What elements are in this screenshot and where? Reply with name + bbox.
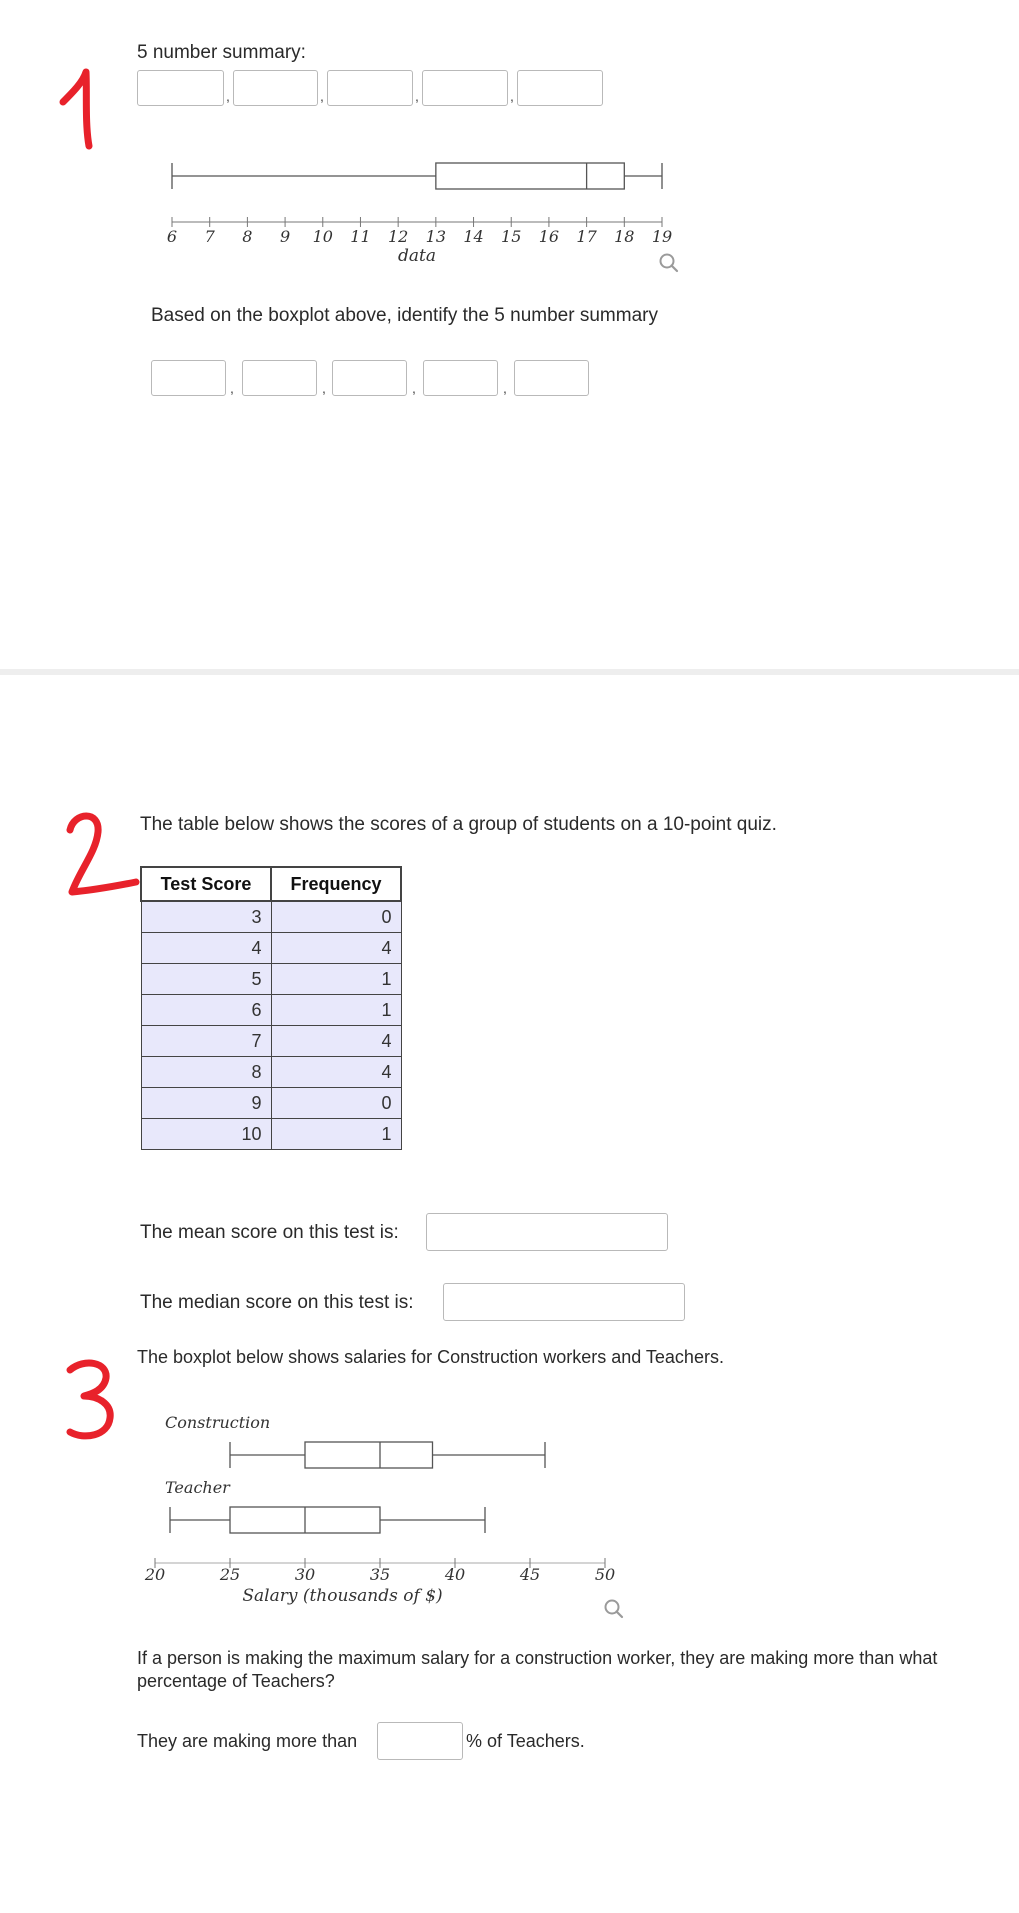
- tick-label: 35: [369, 1565, 391, 1584]
- tick-label: 9: [279, 227, 291, 246]
- frequency-cell: 4: [271, 1057, 401, 1088]
- frequency-cell: 1: [271, 964, 401, 995]
- comma: ,: [503, 380, 507, 396]
- frequency-cell: 4: [271, 1026, 401, 1057]
- frequency-cell: 1: [271, 995, 401, 1026]
- q2-intro: The table below shows the scores of a group of students on a 10-point quiz.: [140, 814, 777, 835]
- table-row: [141, 1119, 401, 1150]
- test-score-cell: 6: [141, 995, 271, 1026]
- median-label: The median score on this test is:: [140, 1292, 414, 1313]
- tick-label: 16: [538, 227, 560, 246]
- tick-label: 45: [519, 1565, 541, 1584]
- tick-label: 11: [350, 227, 371, 246]
- handwritten-number-1: [55, 64, 100, 159]
- percentage-input[interactable]: [377, 1722, 463, 1760]
- comma: ,: [226, 88, 230, 104]
- x-axis-label: data: [398, 246, 436, 266]
- tick-label: 17: [576, 227, 597, 246]
- table-row: [141, 1088, 401, 1119]
- summary-input-5[interactable]: [517, 70, 603, 106]
- tick-label: 15: [501, 227, 522, 246]
- comma: ,: [412, 380, 416, 396]
- answer-suffix: % of Teachers.: [466, 1731, 585, 1751]
- median-input[interactable]: [443, 1283, 685, 1321]
- iqr-box: [436, 163, 624, 189]
- table-row: [141, 995, 401, 1026]
- five-number-summary-label: 5 number summary:: [137, 42, 306, 63]
- answer-input-2[interactable]: [242, 360, 317, 396]
- tick-label: 14: [463, 227, 484, 246]
- x-axis-label: Salary (thousands of $): [242, 1586, 443, 1606]
- frequency-table: [140, 866, 402, 1150]
- summary-input-4[interactable]: [422, 70, 508, 106]
- answer-input-5[interactable]: [514, 360, 589, 396]
- header-frequency: Frequency: [271, 867, 401, 901]
- answer-input-1[interactable]: [151, 360, 226, 396]
- magnifier-icon[interactable]: [603, 1598, 625, 1625]
- test-score-cell: 8: [141, 1057, 271, 1088]
- comma: ,: [510, 88, 514, 104]
- comma: ,: [322, 380, 326, 396]
- test-score-cell: 3: [141, 901, 271, 933]
- boxplot-salaries: [130, 1405, 650, 1615]
- boxplot-data: [150, 150, 690, 280]
- tick-label: 20: [144, 1565, 166, 1584]
- table-row: [141, 1057, 401, 1088]
- mean-label: The mean score on this test is:: [140, 1222, 399, 1243]
- tick-label: 25: [219, 1565, 241, 1584]
- tick-label: 10: [312, 227, 333, 246]
- table-row: [141, 1026, 401, 1057]
- table-row: [141, 933, 401, 964]
- tick-label: 12: [387, 227, 409, 246]
- comma: ,: [230, 380, 234, 396]
- tick-label: 30: [294, 1565, 316, 1584]
- q3-intro: The boxplot below shows salaries for Construction workers and Teachers.: [137, 1347, 724, 1367]
- magnifier-icon[interactable]: [658, 252, 680, 279]
- table-row: [141, 901, 401, 933]
- frequency-cell: 0: [271, 1088, 401, 1119]
- summary-input-2[interactable]: [233, 70, 318, 106]
- handwritten-number-2: [60, 808, 140, 903]
- summary-input-3[interactable]: [327, 70, 413, 106]
- comma: ,: [415, 88, 419, 104]
- tick-label: 40: [444, 1565, 466, 1584]
- section-divider: [0, 669, 1019, 675]
- series-label: Teacher: [165, 1478, 230, 1497]
- test-score-cell: 5: [141, 964, 271, 995]
- test-score-cell: 10: [141, 1119, 271, 1150]
- tick-label: 6: [166, 227, 178, 246]
- handwritten-number-3: [62, 1356, 122, 1451]
- iqr-box: [305, 1442, 433, 1468]
- tick-label: 19: [651, 227, 673, 246]
- tick-label: 13: [425, 227, 447, 246]
- frequency-cell: 4: [271, 933, 401, 964]
- frequency-cell: 0: [271, 901, 401, 933]
- mean-input[interactable]: [426, 1213, 668, 1251]
- comma: ,: [320, 88, 324, 104]
- tick-label: 18: [614, 227, 635, 246]
- summary-input-1[interactable]: [137, 70, 224, 106]
- answer-input-4[interactable]: [423, 360, 498, 396]
- answer-input-3[interactable]: [332, 360, 407, 396]
- q1-instruction: Based on the boxplot above, identify the 5 number summary: [151, 305, 658, 326]
- tick-label: 8: [242, 227, 253, 246]
- test-score-cell: 9: [141, 1088, 271, 1119]
- header-test-score: Test Score: [141, 867, 271, 901]
- test-score-cell: 4: [141, 933, 271, 964]
- tick-label: 7: [204, 227, 215, 246]
- table-row: [141, 964, 401, 995]
- q3-question: If a person is making the maximum salary for a construction worker, they are making more than what percentage of Teachers?: [137, 1648, 938, 1691]
- frequency-cell: 1: [271, 1119, 401, 1150]
- test-score-cell: 7: [141, 1026, 271, 1057]
- answer-prefix: They are making more than: [137, 1731, 358, 1751]
- series-label: Construction: [165, 1413, 271, 1432]
- tick-label: 50: [594, 1565, 616, 1584]
